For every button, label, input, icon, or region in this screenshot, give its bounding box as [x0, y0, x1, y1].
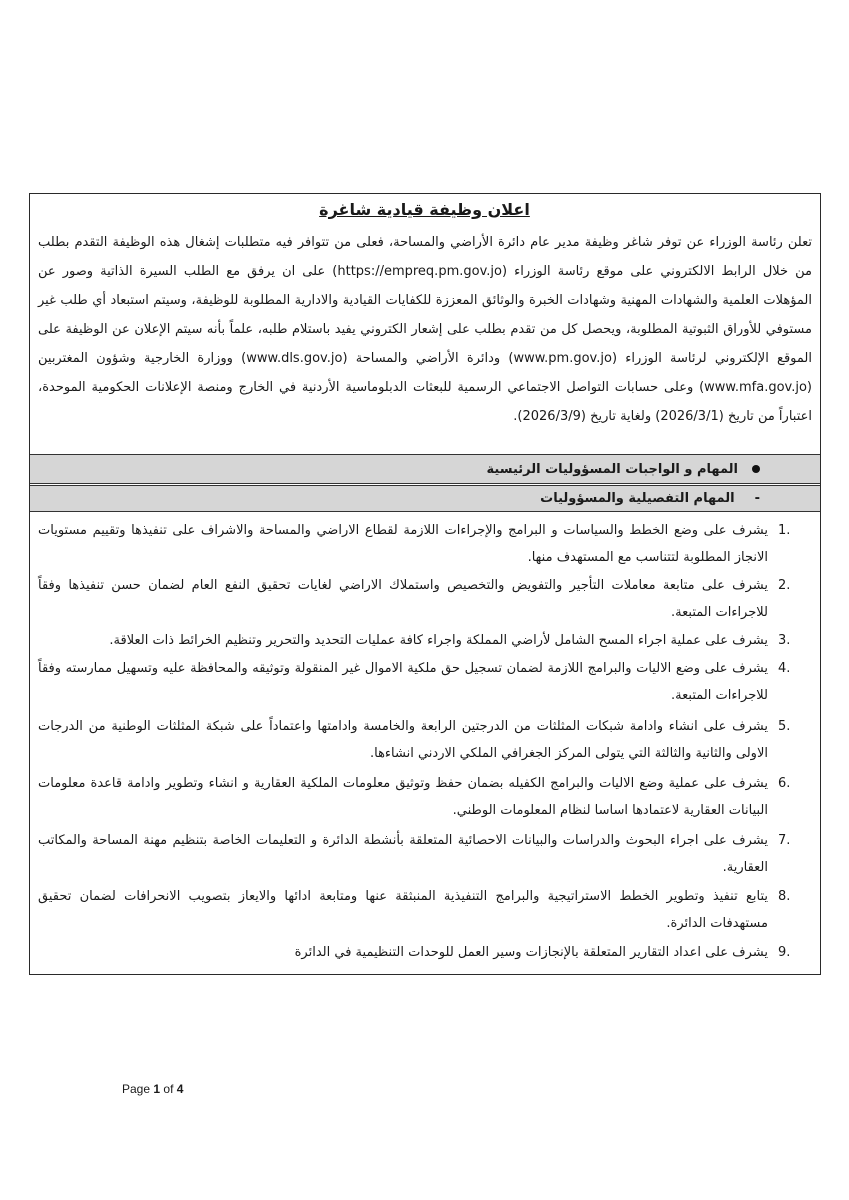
- list-item: [38, 655, 812, 709]
- item-number: 7.: [778, 833, 791, 848]
- section-sub-header: [30, 485, 820, 512]
- dash-marker: -: [754, 491, 760, 506]
- section-main-header: [30, 454, 820, 484]
- item-number: 9.: [778, 945, 791, 960]
- footer-total-pages: 4: [176, 1082, 184, 1096]
- page-footer: [122, 1082, 183, 1096]
- footer-page-number: 1: [153, 1082, 161, 1096]
- item-text: يشرف على متابعة معاملات التأجير والتفويض والتخصيص واستملاك الاراضي لغايات تحقيق النفع العام لضمان حسن تنفيذها وفقاً للاجراءات المتبعة.: [38, 578, 768, 620]
- intro-paragraph: تعلن رئاسة الوزراء عن توفر شاغر وظيفة مدير عام دائرة الأراضي والمساحة، فعلى من تتوافر فيه متطلبات إشغال هذه الوظيفة التقدم بطلب من خلال الرابط الالكتروني على موقع رئاسة الوزراء (https://empreq.pm.gov.jo) على ان يرفق مع الطلب السيرة الذاتية وصور عن المؤهلات العلمية والشهادات المهنية وشهادات الخبرة والوثائق المعززة للكفايات القيادية والادارية المطلوبة للوظيفة، وسيتم استبعاد أي طلب غير مستوفي للأوراق الثبوتية المطلوبة، ويحصل كل من تقدم بطلب على إشعار الكتروني يفيد باستلام طلبه، علماً بأنه سيتم الإعلان عن الوظيفة على الموقع الإلكتروني لرئاسة الوزراء (www.pm.gov.jo) ودائرة الأراضي والمساحة (www.dls.gov.jo) ووزارة الخارجية وشؤون المغتربين (www.mfa.gov.jo) وعلى حسابات التواصل الاجتماعي الرسمية للبعثات الدبلوماسية الأردنية في الخارج ومنصة الإعلانات الحكومية الموحدة، اعتباراً من تاريخ (2026/3/1) ولغاية تاريخ (2026/3/9).: [38, 235, 812, 424]
- list-item: [38, 572, 812, 626]
- list-item: [38, 883, 812, 937]
- item-text: يشرف على اعداد التقارير المتعلقة بالإنجازات وسير العمل للوحدات التنظيمية في الدائرة: [294, 945, 768, 960]
- list-item: [38, 770, 812, 824]
- bullet-icon: [752, 465, 760, 473]
- page-title: اعلان وظيفة قيادية شاغرة: [319, 200, 530, 219]
- item-text: يشرف على عملية اجراء المسح الشامل لأراضي المملكة واجراء كافة عمليات التحديد والتحرير وتنظيم الخرائط ذات العلاقة.: [109, 633, 768, 648]
- item-number: 4.: [778, 661, 791, 676]
- item-number: 2.: [778, 578, 791, 593]
- footer-page-word: Page: [122, 1082, 151, 1096]
- section-main-label: المهام و الواجبات المسؤوليات الرئيسية: [486, 461, 738, 477]
- list-item: [38, 939, 812, 966]
- item-number: 3.: [778, 633, 791, 648]
- list-item: [38, 827, 812, 881]
- item-text: يتابع تنفيذ وتطوير الخطط الاستراتيجية والبرامج التنفيذية المنبثقة عنها ومتابعة ادائها والايعاز بتصويب الانحرافات لضمان تحقيق مستهدفات الدائرة.: [38, 889, 768, 931]
- list-item: [38, 627, 812, 654]
- item-text: يشرف على اجراء البحوث والدراسات والبيانات الاحصائية المتعلقة بأنشطة الدائرة و التعليمات الخاصة بتنظيم مهنة المساحة والمكاتب العقارية.: [38, 833, 768, 875]
- list-item: [38, 713, 812, 767]
- list-item: [38, 517, 812, 571]
- item-text: يشرف على انشاء وادامة شبكات المثلثات من الدرجتين الرابعة والخامسة وادامتها واعتماداً على شبكة المثلثات الوطنية من الدرجات الاولى والثانية والثالثة التي يتولى المركز الجغرافي الملكي الاردني انشاءها.: [38, 719, 768, 761]
- item-number: 1.: [778, 523, 791, 538]
- item-text: يشرف على عملية وضع الاليات والبرامج الكفيله بضمان حفظ وتوثيق معلومات الملكية العقارية و انشاء وتطوير وادامة قاعدة معلومات البيانات العقارية لاعتمادها اساسا لنظام المعلومات الوطني.: [38, 776, 768, 818]
- item-number: 6.: [778, 776, 791, 791]
- item-number: 5.: [778, 719, 791, 734]
- item-number: 8.: [778, 889, 791, 904]
- item-text: يشرف على وضع الاليات والبرامج اللازمة لضمان تسجيل حق ملكية الاموال غير المنقولة وتوثيقه والمحافظة عليه وتسهيل ممارسته وفقاً للاجراءات المتبعة.: [38, 661, 768, 703]
- item-text: يشرف على وضع الخطط والسياسات و البرامج والإجراءات اللازمة لقطاع الاراضي والمساحة والاشراف على تنفيذها وتقييم مستويات الانجاز المطلوبة لتتناسب مع المستهدف منها.: [38, 523, 768, 565]
- footer-of-word: of: [163, 1082, 174, 1096]
- section-sub-label: المهام التفصيلية والمسؤوليات: [540, 491, 735, 506]
